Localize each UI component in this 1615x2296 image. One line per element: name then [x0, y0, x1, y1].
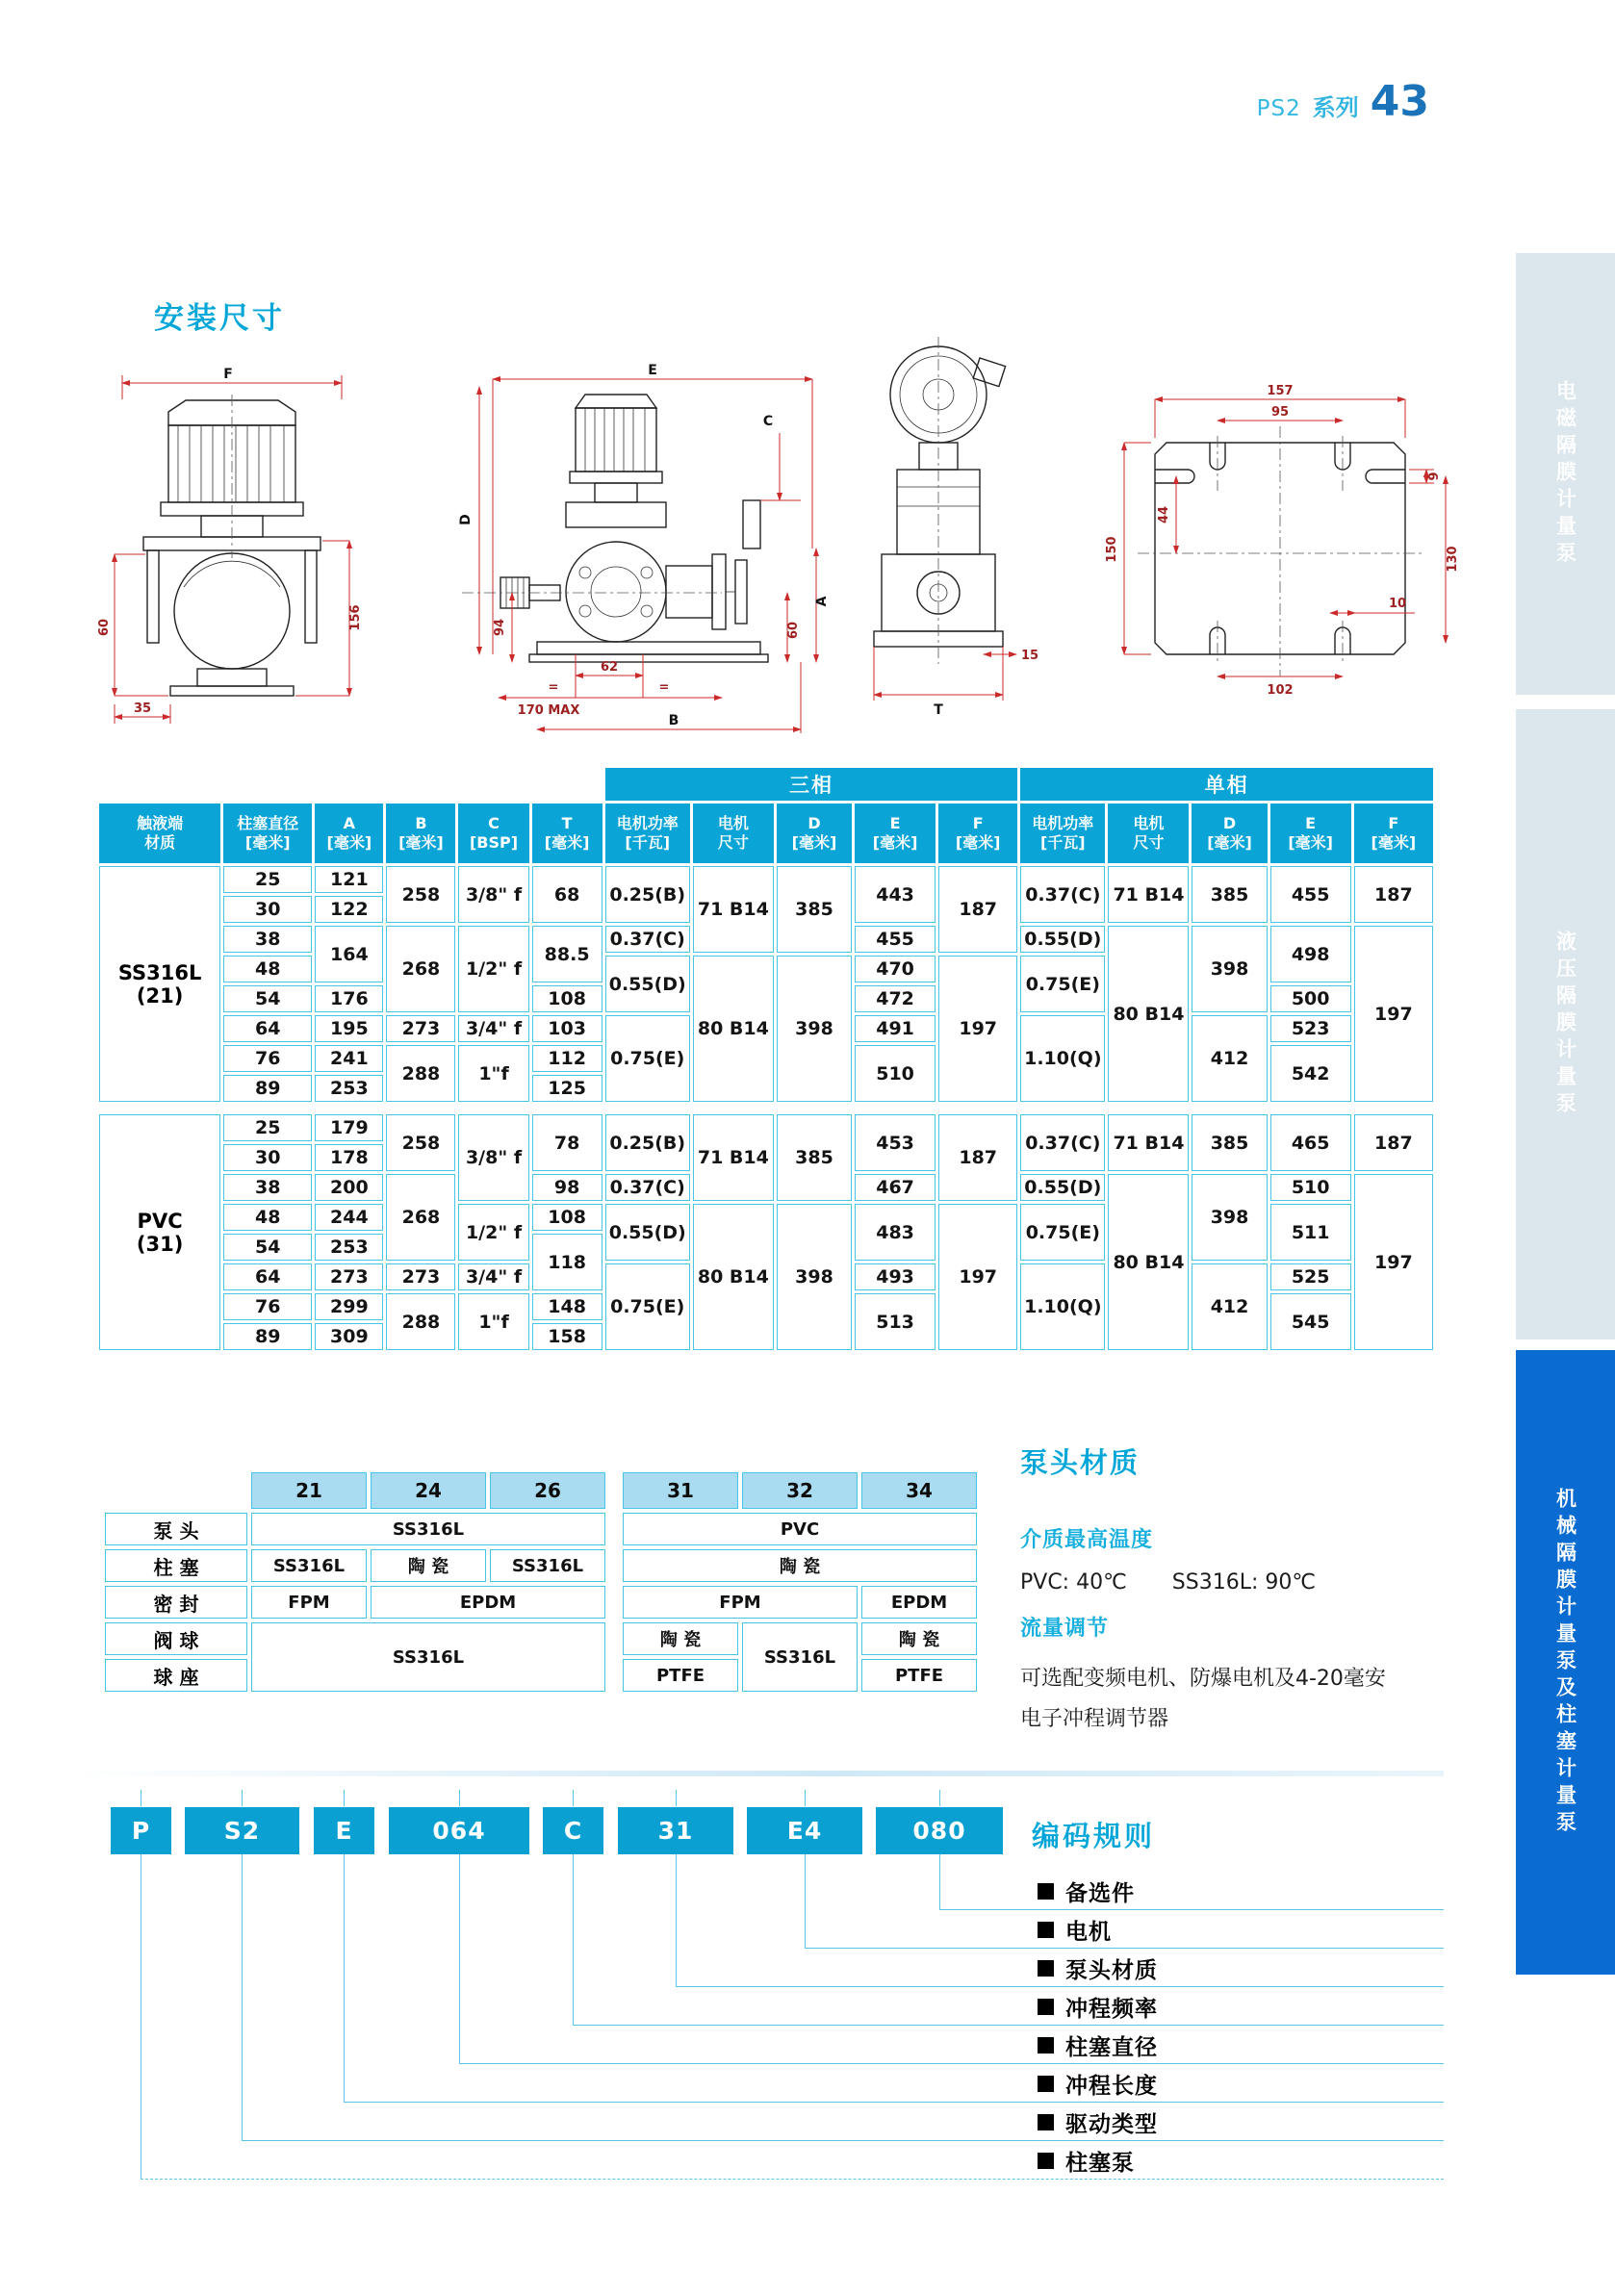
connector-line: [939, 1854, 940, 1909]
temp-ss316l: SS316L: 90℃: [1171, 1570, 1317, 1594]
connector-stub: [573, 1790, 574, 1806]
sidebar-tab-hydraulic-pump: [1516, 709, 1615, 1339]
code-box-plunger-dia: 064: [389, 1807, 529, 1854]
table-row: 89 253 125: [99, 1075, 1433, 1102]
code-label-pump-type: 柱塞泵: [1038, 2146, 1135, 2175]
bullet-square-icon: [1038, 2153, 1054, 2169]
bullet-square-icon: [1038, 1922, 1054, 1938]
series-word: 系列: [1312, 94, 1359, 121]
front-view-drawing: [97, 366, 371, 741]
row-label-plunger: 柱 塞: [105, 1549, 247, 1582]
sidebar-tab-solenoid-pump: [1516, 253, 1615, 695]
connector-line: [344, 1854, 345, 2102]
materials-row-head: 泵 头 SS316L PVC: [105, 1513, 977, 1545]
dim-44: 44: [1157, 505, 1171, 524]
side-view-drawing: [404, 363, 830, 746]
connector-line: [805, 1854, 806, 1948]
section-divider-band: [67, 1771, 1444, 1776]
table-row: 64 273 273 3/4" f 0.75(E) 493 1.10(Q) 412 525: [99, 1263, 1433, 1290]
table-row: PVC (31) 25 179 258 3/8" f 78 0.25(B) 71 B14 385 453 187 0.37(C) 71 B14 385 465 187: [99, 1114, 1433, 1141]
dim-10: 10: [1388, 597, 1407, 611]
connector-stub: [939, 1790, 940, 1806]
table-row: 30 122: [99, 896, 1433, 923]
row-label-seal: 密 封: [105, 1586, 247, 1619]
connector-line: [242, 2140, 1444, 2141]
table-row: 64 195 273 3/4" f 103 0.75(E) 491 1.10(Q) 412 523: [99, 1015, 1433, 1042]
col-header-D-3p: D [毫米]: [777, 804, 852, 863]
temp-pvc: PVC: 40℃: [1020, 1570, 1127, 1594]
base-plate-drawing: [1088, 370, 1473, 702]
bullet-square-icon: [1038, 2037, 1054, 2054]
table-row: 38 200 268 98 0.37(C) 467 0.55(D) 80 B14 398 510 197: [99, 1174, 1433, 1201]
material-code-31: 31: [623, 1472, 738, 1509]
materials-table-wrap: [101, 1468, 981, 1696]
code-box-stroke-length: E: [314, 1807, 374, 1854]
connector-stub: [676, 1790, 677, 1806]
table-row: 38 164 268 1/2" f 88.5 0.37(C) 455 0.55(D) 80 B14 398 498 197: [99, 926, 1433, 953]
page-number: 43: [1370, 77, 1429, 126]
col-header-F-3p: F [毫米]: [938, 804, 1017, 863]
connector-line: [459, 2063, 1444, 2064]
connector-line: [939, 1909, 1444, 1910]
col-header-E-3p: E [毫米]: [855, 804, 936, 863]
page-header: [1107, 77, 1429, 126]
table-row: 54 253 118: [99, 1234, 1433, 1261]
material-code-21: 21: [251, 1472, 367, 1509]
max-temp-values: [1020, 1570, 1444, 1594]
dim-94: 94: [493, 618, 507, 637]
code-box-head-material: 31: [618, 1807, 733, 1854]
col-header-T: T [毫米]: [532, 804, 602, 863]
dimensions-table: [96, 765, 1436, 1353]
code-label-stroke-freq: 冲程频率: [1038, 1992, 1158, 2021]
flow-adjust-text: 可选配变频电机、防爆电机及4-20毫安 电子冲程调节器: [1020, 1667, 1386, 1731]
connector-stub: [242, 1790, 243, 1806]
table-row: 76 241 288 1"f 112 510 542: [99, 1045, 1433, 1072]
code-label-options: 备选件: [1038, 1876, 1135, 1905]
code-box-stroke-freq: C: [543, 1807, 603, 1854]
bullet-square-icon: [1038, 1883, 1054, 1900]
table-row: 89 309 158: [99, 1323, 1433, 1350]
bullet-square-icon: [1038, 2076, 1054, 2092]
code-box-drive-type: S2: [185, 1807, 299, 1854]
flow-adjust-title: 流量调节: [1020, 1617, 1110, 1641]
dim-T: T: [934, 702, 943, 718]
table-row: 48 244 1/2" f 108 0.55(D) 80 B14 398 483 197 0.75(E) 511: [99, 1204, 1433, 1231]
col-header-material: 触液端 材质: [99, 804, 220, 863]
dim-60-front: 60: [97, 618, 112, 637]
dim-157: 157: [1267, 384, 1294, 398]
col-header-E-1p: E [毫米]: [1270, 804, 1351, 863]
col-header-B: B [毫米]: [386, 804, 455, 863]
sidebar-tab-mechanical-pump-active: [1516, 1350, 1615, 1975]
table-sub-header-row: [99, 804, 1433, 863]
sidebar-tab-label: 电磁隔膜计量泵: [1553, 379, 1577, 569]
bullet-square-icon: [1038, 2114, 1054, 2130]
col-header-C: C [BSP]: [458, 804, 528, 863]
dim-60-side: 60: [786, 621, 801, 640]
install-dimensions-title: 安装尺寸: [154, 301, 285, 336]
dim-150: 150: [1105, 536, 1119, 563]
dim-F: F: [223, 367, 233, 382]
top-view-drawing: [837, 318, 1059, 741]
connector-stub: [805, 1790, 806, 1806]
table-row: 76 299 288 1"f 148 513 545: [99, 1293, 1433, 1320]
connector-line-dashed: [141, 2179, 1444, 2180]
row-label-pump-head: 泵 头: [105, 1513, 247, 1545]
group-header-single-phase: 单相: [1020, 768, 1433, 801]
dim-E: E: [648, 363, 657, 378]
material-cell-pvc: PVC (31): [99, 1114, 220, 1350]
table-row: 48 0.55(D) 80 B14 398 470 197 0.75(E): [99, 956, 1433, 982]
table-group-header-row: [99, 768, 1433, 801]
equal-mark-1: =: [548, 680, 559, 695]
table-row: 30 178: [99, 1144, 1433, 1171]
table-row: SS316L (21) 25 121 258 3/8" f 68 0.25(B) 71 B14 385 443 187 0.37(C) 71 B14 385 455 187: [99, 866, 1433, 893]
materials-table: [101, 1468, 981, 1696]
connector-line: [676, 1854, 677, 1986]
code-box-pump-type: P: [111, 1807, 171, 1854]
col-header-D-1p: D [毫米]: [1192, 804, 1267, 863]
code-label-drive-type: 驱动类型: [1038, 2107, 1158, 2136]
sidebar-tab-label: 机械隔膜计量泵及柱塞计量泵: [1553, 1487, 1577, 1838]
col-header-A: A [毫米]: [315, 804, 383, 863]
dim-A: A: [814, 596, 830, 607]
dimensions-table-wrap: [96, 765, 1436, 1353]
connector-line: [242, 1854, 243, 2140]
material-code-26: 26: [490, 1472, 605, 1509]
connector-line: [676, 1986, 1444, 1987]
dim-9: 9: [1427, 472, 1442, 481]
code-label-stroke-length: 冲程长度: [1038, 2069, 1158, 2098]
bullet-square-icon: [1038, 1999, 1054, 2015]
dim-15: 15: [1020, 649, 1039, 663]
connector-line: [573, 2025, 1444, 2026]
material-code-34: 34: [861, 1472, 977, 1509]
connector-line: [573, 1854, 574, 2025]
group-header-three-phase: 三相: [605, 768, 1018, 801]
dim-35: 35: [133, 702, 152, 716]
materials-row-valve-ball: 阀 球 SS316L 陶 瓷 SS316L 陶 瓷: [105, 1622, 977, 1655]
code-box-options: 080: [876, 1807, 1003, 1854]
connector-stub: [344, 1790, 345, 1806]
connector-stub: [459, 1790, 460, 1806]
equal-mark-2: =: [658, 680, 670, 695]
col-header-motor-3p: 电机 尺寸: [693, 804, 774, 863]
materials-row-ball-seat: 球 座 PTFE PTFE: [105, 1659, 977, 1692]
material-cell-ss316l: SS316L (21): [99, 866, 220, 1102]
materials-row-seal: 密 封 FPM EPDM FPM EPDM: [105, 1586, 977, 1619]
dim-D: D: [458, 514, 474, 525]
block-spacer-row: [99, 1105, 1433, 1111]
code-label-plunger-dia: 柱塞直径: [1038, 2030, 1158, 2059]
bullet-square-icon: [1038, 1960, 1054, 1977]
info-title: 泵头材质: [1020, 1446, 1141, 1479]
pump-head-material-info: [1020, 1441, 1444, 1740]
col-header-F-1p: F [毫米]: [1354, 804, 1433, 863]
code-label-motor: 电机: [1038, 1915, 1112, 1944]
dim-62: 62: [600, 660, 619, 675]
table-row: 54 176 108 472 500: [99, 985, 1433, 1012]
series-code: PS2: [1256, 96, 1301, 121]
max-temp-title: 介质最高温度: [1020, 1528, 1154, 1552]
dim-130: 130: [1446, 546, 1460, 573]
material-code-24: 24: [371, 1472, 486, 1509]
connector-line: [344, 2102, 1444, 2103]
dim-170-max: 170 MAX: [517, 703, 580, 718]
dim-156: 156: [348, 604, 363, 631]
col-header-power-1p: 电机功率 [千瓦]: [1020, 804, 1105, 863]
col-header-plunger-dia: 柱塞直径 [毫米]: [223, 804, 312, 863]
dim-95: 95: [1270, 405, 1290, 420]
col-header-motor-1p: 电机 尺寸: [1108, 804, 1189, 863]
connector-line: [805, 1948, 1444, 1949]
technical-drawings: [91, 351, 1477, 736]
coding-rules-title: 编码规则: [1032, 1820, 1156, 1852]
materials-header-row: [105, 1472, 977, 1509]
col-header-power-3p: 电机功率 [千瓦]: [605, 804, 690, 863]
material-code-32: 32: [742, 1472, 858, 1509]
materials-row-plunger: 柱 塞 SS316L 陶 瓷 SS316L 陶 瓷: [105, 1549, 977, 1582]
dim-B: B: [668, 713, 679, 728]
row-label-ball-seat: 球 座: [105, 1659, 247, 1692]
code-label-head-material: 泵头材质: [1038, 1953, 1158, 1982]
connector-line: [459, 1854, 460, 2063]
sidebar-tab-label: 液压隔膜计量泵: [1553, 930, 1577, 1119]
code-box-motor: E4: [747, 1807, 862, 1854]
dim-102: 102: [1267, 683, 1294, 698]
dim-C: C: [762, 414, 774, 429]
row-label-valve-ball: 阀 球: [105, 1622, 247, 1655]
